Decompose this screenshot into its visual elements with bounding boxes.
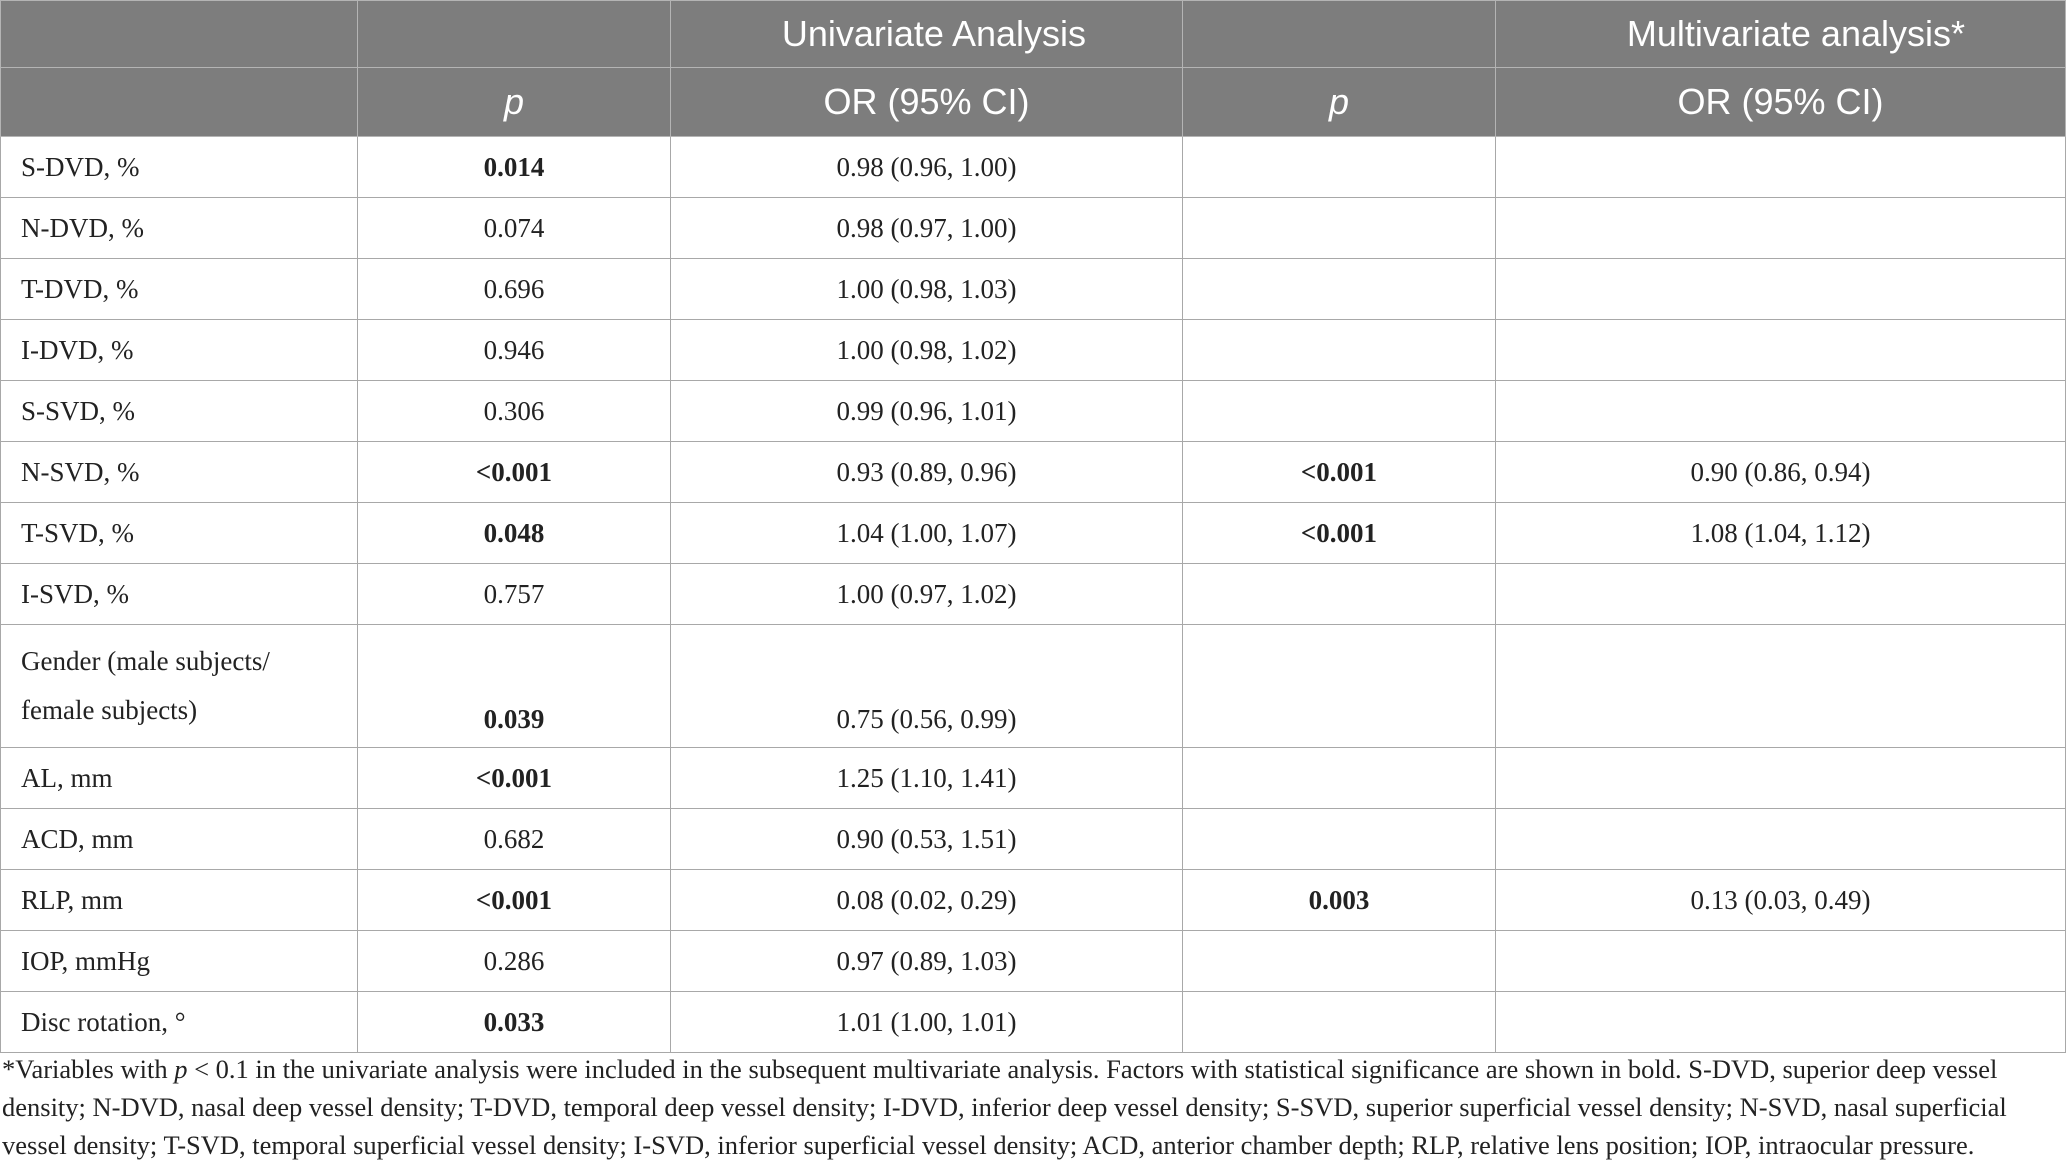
multivariate-odds-ratio: 1.08 (1.04, 1.12): [1496, 503, 2066, 564]
univariate-p-value: <0.001: [358, 870, 671, 931]
variable-label: T-DVD, %: [1, 259, 358, 320]
multivariate-odds-ratio: 0.90 (0.86, 0.94): [1496, 442, 2066, 503]
variable-label: RLP, mm: [1, 870, 358, 931]
multivariate-odds-ratio: [1496, 381, 2066, 442]
variable-label: AL, mm: [1, 748, 358, 809]
header-empty-cell: [1, 1, 358, 68]
multivariate-odds-ratio: [1496, 198, 2066, 259]
variable-label: [1, 625, 358, 748]
table-row: [1, 503, 2066, 564]
table-row: [1, 809, 2066, 870]
univariate-odds-ratio: 0.08 (0.02, 0.29): [671, 870, 1183, 931]
multivariate-p-value: [1183, 137, 1496, 198]
multivariate-p-value: [1183, 320, 1496, 381]
header-empty-cell: [358, 1, 671, 68]
univariate-p-value: 0.033: [358, 992, 671, 1053]
table-row: [1, 198, 2066, 259]
header-multivariate-analysis: Multivariate analysis*: [1496, 1, 2066, 68]
multivariate-odds-ratio: [1496, 625, 2066, 748]
variable-label: S-SVD, %: [1, 381, 358, 442]
variable-label: S-DVD, %: [1, 137, 358, 198]
univariate-odds-ratio: 0.98 (0.97, 1.00): [671, 198, 1183, 259]
footnote-text-rest: < 0.1 in the univariate analysis were included in the subsequent multivariate analysis. Factors with statistical significance are shown in bold. S-DVD, superior deep vessel density; N-DVD, nasal deep vessel density; T-DVD, temporal deep vessel density; I-DVD, inferior deep vessel density; S-SVD, superior superficial vessel density; N-SVD, nasal superficial vessel density; T-SVD, temporal superficial vessel density; I-SVD, inferior superficial vessel density; ACD, anterior chamber depth; RLP, relative lens position; IOP, intraocular pressure.: [2, 1054, 2007, 1160]
header-univariate-analysis: Univariate Analysis: [671, 1, 1183, 68]
table-footnote: [2, 1050, 2042, 1164]
univariate-odds-ratio: 0.97 (0.89, 1.03): [671, 931, 1183, 992]
univariate-odds-ratio: 0.93 (0.89, 0.96): [671, 442, 1183, 503]
table-row: [1, 564, 2066, 625]
header-multivariate-p: p: [1183, 68, 1496, 137]
table-row: [1, 137, 2066, 198]
header-univariate-or: OR (95% CI): [671, 68, 1183, 137]
univariate-p-value: 0.048: [358, 503, 671, 564]
univariate-odds-ratio: 0.98 (0.96, 1.00): [671, 137, 1183, 198]
multivariate-p-value: <0.001: [1183, 503, 1496, 564]
variable-label: I-DVD, %: [1, 320, 358, 381]
multivariate-odds-ratio: [1496, 259, 2066, 320]
table-row: [1, 748, 2066, 809]
multivariate-p-value: 0.003: [1183, 870, 1496, 931]
multivariate-p-value: [1183, 259, 1496, 320]
table-row: [1, 442, 2066, 503]
header-multivariate-or: OR (95% CI): [1496, 68, 2066, 137]
univariate-p-value: 0.757: [358, 564, 671, 625]
univariate-odds-ratio: 1.01 (1.00, 1.01): [671, 992, 1183, 1053]
univariate-odds-ratio: 1.04 (1.00, 1.07): [671, 503, 1183, 564]
univariate-odds-ratio: 1.25 (1.10, 1.41): [671, 748, 1183, 809]
variable-label-line2: female subjects): [21, 695, 198, 725]
table-row: [1, 931, 2066, 992]
variable-label: ACD, mm: [1, 809, 358, 870]
univariate-p-value: 0.074: [358, 198, 671, 259]
table-body: [1, 137, 2066, 1053]
multivariate-p-value: [1183, 198, 1496, 259]
variable-label: N-DVD, %: [1, 198, 358, 259]
table-row: [1, 259, 2066, 320]
table-header: [1, 1, 2066, 137]
univariate-p-value: 0.014: [358, 137, 671, 198]
multivariate-odds-ratio: [1496, 931, 2066, 992]
multivariate-p-value: [1183, 992, 1496, 1053]
multivariate-odds-ratio: 0.13 (0.03, 0.49): [1496, 870, 2066, 931]
variable-label: Disc rotation, °: [1, 992, 358, 1053]
variable-label: N-SVD, %: [1, 442, 358, 503]
variable-label: I-SVD, %: [1, 564, 358, 625]
variable-label-line1: Gender (male subjects/: [21, 646, 270, 676]
univariate-odds-ratio: 0.75 (0.56, 0.99): [671, 625, 1183, 748]
univariate-p-value: 0.696: [358, 259, 671, 320]
univariate-odds-ratio: 1.00 (0.97, 1.02): [671, 564, 1183, 625]
univariate-p-value: 0.946: [358, 320, 671, 381]
multivariate-p-value: [1183, 931, 1496, 992]
header-row-groups: [1, 1, 2066, 68]
table-row: [1, 381, 2066, 442]
univariate-odds-ratio: 0.99 (0.96, 1.01): [671, 381, 1183, 442]
multivariate-p-value: [1183, 748, 1496, 809]
univariate-odds-ratio: 1.00 (0.98, 1.03): [671, 259, 1183, 320]
header-univariate-p: p: [358, 68, 671, 137]
univariate-p-value: 0.039: [358, 625, 671, 748]
table-row: [1, 992, 2066, 1053]
table-row: [1, 320, 2066, 381]
header-empty-cell: [1183, 1, 1496, 68]
variable-label: IOP, mmHg: [1, 931, 358, 992]
table-row: [1, 625, 2066, 748]
table-row: [1, 870, 2066, 931]
multivariate-odds-ratio: [1496, 320, 2066, 381]
univariate-odds-ratio: 1.00 (0.98, 1.02): [671, 320, 1183, 381]
univariate-p-value: <0.001: [358, 748, 671, 809]
multivariate-odds-ratio: [1496, 992, 2066, 1053]
multivariate-odds-ratio: [1496, 564, 2066, 625]
univariate-p-value: 0.306: [358, 381, 671, 442]
multivariate-odds-ratio: [1496, 809, 2066, 870]
multivariate-p-value: [1183, 625, 1496, 748]
multivariate-p-value: [1183, 564, 1496, 625]
footnote-text-start: *Variables with: [2, 1054, 175, 1084]
univariate-p-value: 0.682: [358, 809, 671, 870]
univariate-odds-ratio: 0.90 (0.53, 1.51): [671, 809, 1183, 870]
univariate-p-value: <0.001: [358, 442, 671, 503]
footnote-p-symbol: p: [174, 1054, 188, 1084]
variable-label: T-SVD, %: [1, 503, 358, 564]
multivariate-p-value: [1183, 809, 1496, 870]
multivariate-odds-ratio: [1496, 137, 2066, 198]
multivariate-p-value: [1183, 381, 1496, 442]
multivariate-odds-ratio: [1496, 748, 2066, 809]
header-row-columns: [1, 68, 2066, 137]
multivariate-p-value: <0.001: [1183, 442, 1496, 503]
header-variable-cell: [1, 68, 358, 137]
univariate-p-value: 0.286: [358, 931, 671, 992]
